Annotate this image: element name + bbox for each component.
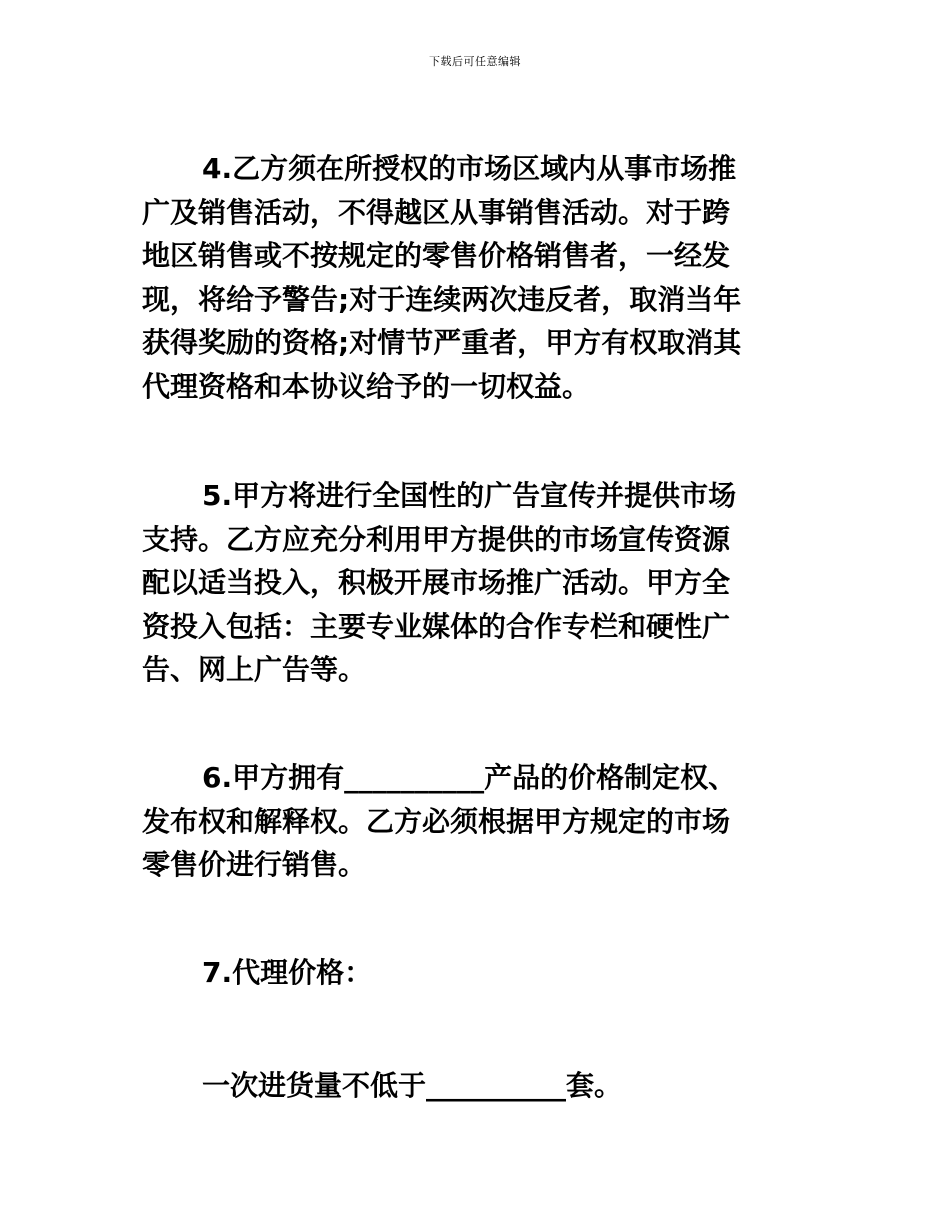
clause-6-line: 零售价进行销售。 (142, 848, 367, 881)
clause-4-line: 广及销售活动，不得越区从事销售活动。对于跨 (142, 195, 731, 229)
clause-4-line: 地区销售或不按规定的零售价格销售者，一经发 (142, 239, 731, 272)
clause-4-paragraph (142, 147, 822, 408)
clause-6-paragraph (142, 756, 822, 887)
clause-7-paragraph (142, 951, 822, 995)
clause-6-line: 发布权和解释权。乙方必须根据甲方规定的市场 (142, 804, 731, 838)
clause-5-line: 5.甲方将进行全国性的广告宣传并提供市场 (202, 479, 737, 512)
clause-5-line: 配以适当投入，积极开展市场推广活动。甲方全 (142, 566, 731, 599)
page-header: 下载后可任意编辑 (429, 55, 521, 68)
minimum-quantity-paragraph (142, 1064, 822, 1108)
clause-4-line: 获得奖励的资格;对情节严重者，甲方有权取消其 (142, 326, 742, 359)
clause-6-line: 6.甲方拥有__________产品的价格制定权、 (202, 761, 737, 794)
clause-4-line: 4.乙方须在所授权的市场区域内从事市场推 (202, 152, 737, 185)
clause-5-paragraph (142, 474, 822, 692)
clause-4-line: 现，将给予警告;对于连续两次违反者，取消当年 (142, 282, 742, 316)
clause-4-line: 代理资格和本协议给予的一切权益。 (142, 369, 591, 403)
clause-5-line: 告、网上广告等。 (142, 653, 367, 686)
clause-5-line: 资投入包括：主要专业媒体的合作专栏和硬性广 (142, 609, 731, 643)
clause-5-line: 支持。乙方应充分利用甲方提供的市场宣传资源 (142, 522, 731, 556)
clause-7-line: 7.代理价格： (202, 956, 373, 989)
minimum-quantity-line: 一次进货量不低于__________套。 (202, 1069, 623, 1102)
